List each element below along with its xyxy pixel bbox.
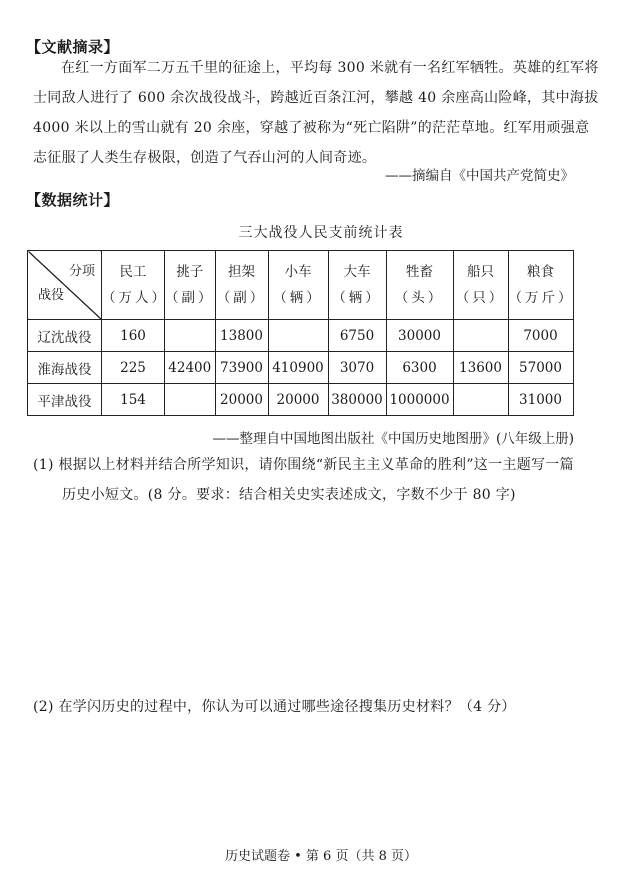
table-cell — [268, 320, 328, 352]
table-cell: 6750 — [328, 320, 386, 352]
table-cell: 13600 — [453, 352, 508, 384]
excerpt-source: ——摘编自《中国共产党简史》 — [385, 168, 574, 184]
corner-label-battle: 战役 — [38, 288, 65, 303]
corner-label-item: 分项 — [68, 264, 95, 279]
table-cell: 20000 — [215, 384, 268, 416]
table-cell — [165, 384, 216, 416]
column-header: 大车 （辆） — [328, 251, 386, 320]
table-cell: 42400 — [165, 352, 216, 384]
excerpt-line-2: 士同敌人进行了 600 余次战役战斗，跨越近百条江河，攀越 40 余座高山险峰，其中海拔 — [33, 90, 599, 106]
table-cell: 410900 — [268, 352, 328, 384]
table-cell: 3070 — [328, 352, 386, 384]
page-footer: 历史试题卷 • 第 6 页（共 8 页） — [224, 849, 417, 864]
table-row — [28, 320, 574, 352]
table-cell: 20000 — [268, 384, 328, 416]
table-title: 三大战役人民支前统计表 — [238, 225, 404, 241]
column-header: 民工 （万人） — [102, 251, 165, 320]
corner-cell — [28, 251, 102, 320]
question-1-line-2: 历史小短文。(8 分。要求：结合相关史实表述成文，字数不少于 80 字) — [62, 487, 516, 503]
excerpt-line-3: 4000 米以上的雪山就有 20 余座，穿越了被称为“死亡陷阱”的茫茫草地。红军用顽强意 — [33, 120, 590, 136]
support-statistics-table — [27, 250, 574, 416]
column-header: 牲畜 （头） — [386, 251, 453, 320]
table-cell: 1000000 — [386, 384, 453, 416]
excerpt-line-1: 在红一方面军二万五千里的征途上，平均每 300 米就有一名红军牺牲。英雄的红军将 — [61, 60, 599, 76]
battle-name: 淮海战役 — [28, 352, 102, 384]
table-cell: 57000 — [508, 352, 573, 384]
table-cell: 13800 — [215, 320, 268, 352]
table-cell: 73900 — [215, 352, 268, 384]
table-cell: 225 — [102, 352, 165, 384]
table-cell: 160 — [102, 320, 165, 352]
table-cell: 154 — [102, 384, 165, 416]
table-cell: 30000 — [386, 320, 453, 352]
question-1-line-1: (1) 根据以上材料并结合所学知识，请你围绕“新民主主义革命的胜利”这一主题写一篇 — [33, 457, 574, 473]
table-row — [28, 384, 574, 416]
column-header: 挑子 （副） — [165, 251, 216, 320]
column-header: 担架 （副） — [215, 251, 268, 320]
column-header: 船只 （只） — [453, 251, 508, 320]
question-2: (2) 在学闪历史的过程中，你认为可以通过哪些途径搜集历史材料？（4 分） — [33, 699, 516, 715]
table-cell — [453, 320, 508, 352]
battle-name: 平津战役 — [28, 384, 102, 416]
table-header-row — [28, 251, 574, 320]
battle-name: 辽沈战役 — [28, 320, 102, 352]
excerpt-line-4: 志征服了人类生存极限，创造了气吞山河的人间奇迹。 — [33, 150, 377, 166]
table-cell — [453, 384, 508, 416]
excerpt-heading: 【文献摘录】 — [26, 38, 120, 56]
column-header: 小车 （辆） — [268, 251, 328, 320]
table-cell: 7000 — [508, 320, 573, 352]
table-cell: 380000 — [328, 384, 386, 416]
table-source: ——整理自中国地图出版社《中国历史地图册》(八年级上册) — [212, 431, 574, 447]
stats-heading: 【数据统计】 — [26, 191, 120, 209]
table-row — [28, 352, 574, 384]
table-cell — [165, 320, 216, 352]
table-cell: 6300 — [386, 352, 453, 384]
column-header: 粮食 （万斤） — [508, 251, 573, 320]
table-cell: 31000 — [508, 384, 573, 416]
